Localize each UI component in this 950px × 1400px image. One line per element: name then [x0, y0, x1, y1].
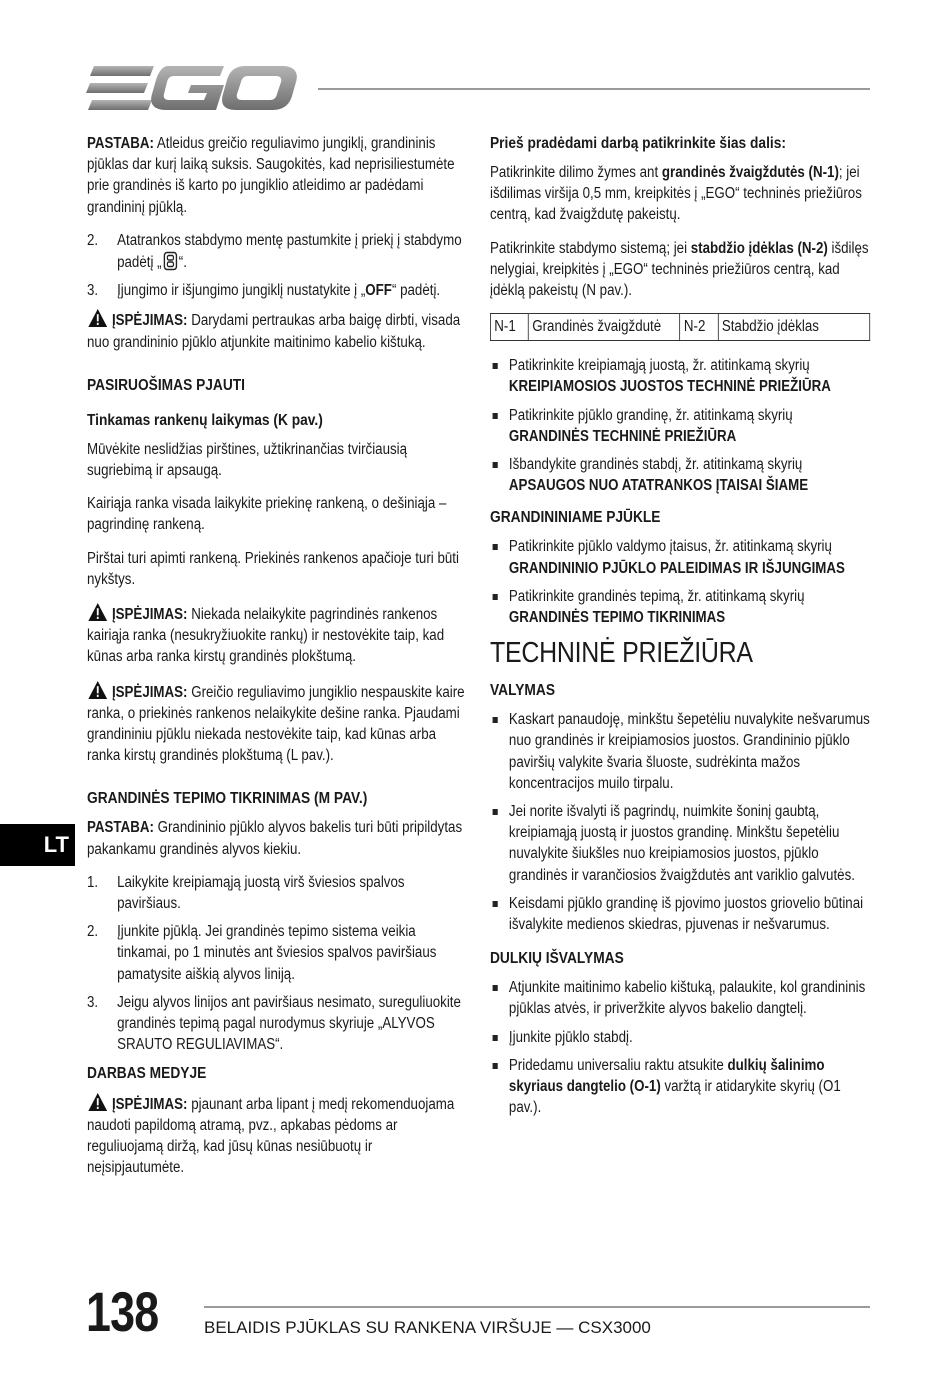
warning-label: ĮSPĖJIMAS: [111, 683, 188, 701]
heading-in-chainsaw: GRANDININIAME PJŪKLE [490, 509, 661, 527]
note-oil-tank [87, 817, 467, 859]
bullet-text: varžtą ir atidarykite skyrių (O1 pav.). [508, 1078, 841, 1117]
warning-switch-hand [87, 680, 467, 767]
off-label: OFF [365, 282, 392, 300]
step-number: 3. [87, 993, 99, 1011]
bullet-icon [493, 462, 498, 468]
heading-work-in-tree: DARBAS MEDYJE [87, 1064, 207, 1082]
dust-cover-ref: dulkių šalinimo skyriaus dangtelio (O-1) [508, 1056, 825, 1096]
step-text: Įjungimo ir išjungimo jungiklį nustatykite į „ [117, 282, 366, 300]
section-ref: KREIPIAMOSIOS JUOSTOS TECHNINĖ PRIEŽIŪRA [508, 378, 831, 396]
list-item [490, 405, 870, 447]
text: išdilęs nelygiai, kreipkitės į „EGO“ techninės priežiūros centrą, kad įdėklą pakeistų (N pav.). [490, 239, 869, 300]
warning-unplug [87, 308, 467, 352]
warning-text: Niekada nelaikykite pagrindinės rankenos kairiąja ranka (nesukryžiuokite rankų) ir nestovėkite taip, kad kūnas arba ranka kirstų grandinės plokštumą. [87, 606, 445, 666]
warning-label: ĮSPĖJIMAS: [111, 312, 188, 330]
note-label: PASTABA: [87, 135, 154, 152]
heading-chain-lube-check: GRANDINĖS TEPIMO TIKRINIMAS (M PAV.) [87, 790, 368, 808]
warning-crossed-hands [87, 602, 467, 668]
step-number: 2. [87, 231, 99, 249]
right-column [490, 133, 932, 1126]
bullet-icon [493, 985, 498, 991]
step-2 [87, 230, 467, 273]
heading-pre-check: Prieš pradėdami darbą patikrinkite šias dalis: [490, 135, 786, 152]
table-cell: N-2 [680, 314, 718, 341]
list-item [490, 801, 870, 886]
list-item [490, 977, 870, 1019]
list-item [490, 355, 870, 397]
bullet-icon [493, 1063, 498, 1069]
lube-step-3 [87, 992, 467, 1056]
bullet-icon [493, 717, 498, 723]
note-text: Atleidus greičio reguliavimo jungiklį, grandininis pjūklas dar kurį laiką suksis. Saugokitės, kad neprisiliestumėte prie grandinės iš karto po jungiklio atleidimo ar padėdami grandininį pjūklą. [87, 135, 455, 216]
heading-prepare-cutting: PASIRUOŠIMAS PJAUTI [87, 376, 246, 394]
heading-cleaning: VALYMAS [490, 682, 555, 700]
table-cell: Grandinės žvaigždutė [528, 314, 680, 341]
brake-ref: stabdžio įdėklas (N-2) [690, 239, 828, 257]
section-ref: GRANDINĖS TEPIMO TIKRINIMAS [508, 609, 726, 627]
note-label: PASTABA: [87, 819, 154, 837]
list-item [490, 586, 870, 628]
text: Patikrinkite stabdymo sistemą; jei [490, 239, 691, 257]
bullet-icon [493, 594, 498, 600]
warning-icon [87, 308, 109, 328]
step-number: 3. [87, 282, 99, 300]
header-rule [318, 88, 870, 90]
paragraph-brake [490, 238, 870, 302]
table-row [490, 314, 869, 341]
bullet-icon [493, 809, 498, 815]
page-number: 138 [86, 1280, 159, 1343]
warning-icon [87, 602, 109, 622]
list-item [490, 536, 870, 578]
language-tab: LT [0, 824, 75, 866]
bullet-icon [493, 363, 498, 369]
warning-tree [87, 1092, 467, 1179]
list-item [490, 709, 870, 794]
bullet-text: Pridedamu universaliu raktu atsukite [508, 1056, 728, 1074]
step-text: Jeigu alyvos linijos ant paviršiaus nesimato, sureguliuokite grandinės tepimą pagal nurodymus skyriuje „ALYVOS SRAUTO REGULIAVIMAS“. [117, 993, 461, 1054]
chain-brake-icon [162, 251, 179, 271]
text: Patikrinkite dilimo žymes ant [490, 164, 662, 181]
bullet-text: Jei norite išvalyti iš pagrindų, nuimkite šoninį gaubtą, kreipiamąją juostą ir juostos grandinę. Minkštu šepetėliu nuvalykite šiukšles nuo kreipiamosios juostos, pjūklo grandinės ir varančiosios žvaigždutės ant variklio galvutės. [508, 803, 855, 884]
section-ref: GRANDININIO PJŪKLO PALEIDIMAS IR IŠJUNGIMAS [508, 559, 845, 577]
paragraph-sprocket [490, 162, 870, 226]
bullet-icon [493, 901, 498, 907]
paragraph-left-hand: Kairiąja ranka visada laikykite priekinę rankeną, o dešiniąja – pagrindinę rankeną. [87, 495, 447, 534]
lube-step-1 [87, 872, 467, 914]
table-cell: N-1 [490, 314, 528, 341]
heading-maintenance: TECHNINĖ PRIEŽIŪRA [490, 637, 753, 670]
heading-grip: Tinkamas rankenų laikymas (K pav.) [87, 411, 323, 429]
warning-text: Greičio reguliavimo jungiklio nespauskite kaire ranka, o priekinės rankenos nelaikykite dešine ranka. Pjaudami grandininiu pjūklu niekada nestovėkite taip, kad kūnas arba ranka kirstų grandinės plokštumą (L pav.). [87, 683, 465, 765]
warning-label: ĮSPĖJIMAS: [111, 1095, 188, 1113]
bullet-text: Kaskart panaudoję, minkštu šepetėliu nuvalykite nešvarumus nuo grandinės ir kreipiamosios juostos. Grandininio pjūklo paviršių valykite švaria šluoste, sudrėkinta mažos koncentracijos muilo tirpalu. [508, 711, 870, 792]
bullet-text: Patikrinkite pjūklo grandinę, žr. atitinkamą skyrių [508, 406, 793, 424]
step-number: 1. [87, 873, 99, 891]
note-release-switch [87, 133, 467, 218]
bullet-text: Patikrinkite kreipiamąją juostą, žr. atitinkamą skyrių [508, 357, 810, 375]
step-text: Atatrankos stabdymo mentę pastumkite į priekį į stabdymo padėtį „ [117, 231, 462, 272]
warning-icon [87, 680, 109, 700]
bullet-text: Įjunkite pjūklo stabdį. [508, 1028, 633, 1046]
list-item [490, 1055, 870, 1119]
bullet-icon [493, 544, 498, 550]
parts-table [490, 313, 870, 341]
bullet-text: Atjunkite maitinimo kabelio kištuką, palaukite, kol grandininis pjūklas atvės, ir priveržkite alyvos bakelio dangtelį. [508, 979, 866, 1018]
bullet-text: Patikrinkite grandinės tepimą, žr. atitinkamą skyrių [508, 587, 805, 605]
warning-text: pjaunant arba lipant į medį rekomenduojama naudoti papildomą atramą, pvz., apkabas pėdoms ar reguliuojamą diržą, kad jūsų kūnas nesiūbuotų ir neįsipjautumėte. [87, 1095, 455, 1177]
bullet-text: Patikrinkite pjūklo valdymo įtaisus, žr. atitinkamą skyrių [508, 538, 832, 556]
table-cell: Stabdžio įdėklas [718, 314, 870, 341]
warning-text: Darydami pertraukas arba baigę dirbti, visada nuo grandininio pjūklo atjunkite maitinimo kabelio kištuką. [87, 312, 461, 351]
list-item [490, 893, 870, 935]
paragraph-fingers: Pirštai turi apimti rankeną. Priekinės rankenos apačioje turi būti nykštys. [87, 549, 459, 588]
bullet-icon [493, 413, 498, 419]
step-text-end: “ padėtį. [391, 282, 441, 300]
warning-icon [87, 1092, 109, 1112]
step-3 [87, 280, 467, 301]
paragraph-gloves: Mūvėkite neslidžias pirštines, užtikrinančias tvirčiausią sugriebimą ir apsaugą. [87, 440, 408, 480]
sprocket-ref: grandinės žvaigždutės (N-1) [661, 164, 839, 181]
heading-dust-removal: DULKIŲ IŠVALYMAS [490, 950, 624, 968]
ego-logo [86, 64, 298, 112]
section-ref: GRANDINĖS TECHNINĖ PRIEŽIŪRA [508, 427, 737, 445]
page-header [0, 0, 950, 120]
list-item [490, 1027, 870, 1048]
left-column [87, 133, 529, 1178]
step-number: 2. [87, 923, 99, 941]
step-text-end: “. [178, 254, 187, 272]
bullet-text: Išbandykite grandinės stabdį, žr. atitinkamą skyrių [508, 456, 803, 474]
bullet-icon [493, 1035, 498, 1041]
text: ; jei išdilimas viršija 0,5 mm, kreipkitės į „EGO“ techninės priežiūros centrą, kad žvaigždutę pakeistų. [490, 164, 862, 224]
footer-rule [204, 1306, 870, 1308]
list-item [490, 454, 870, 496]
section-ref: APSAUGOS NUO ATATRANKOS ĮTAISAI ŠIAME [508, 477, 809, 495]
step-text: Laikykite kreipiamąją juostą virš šviesios spalvos paviršiaus. [117, 873, 405, 913]
note-text: Grandininio pjūklo alyvos bakelis turi būti pripildytas pakankamu grandinės alyvos kiekiu. [87, 819, 463, 858]
warning-label: ĮSPĖJIMAS: [111, 606, 188, 624]
footer-title: BELAIDIS PJŪKLAS SU RANKENA VIRŠUJE — CSX3000 [204, 1318, 651, 1337]
lube-step-2 [87, 921, 467, 985]
step-text: Įjunkite pjūklą. Jei grandinės tepimo sistema veikia tinkamai, po 1 minutės ant šviesios spalvos paviršiaus pamatysite aiškią alyvos liniją. [117, 923, 437, 983]
bullet-text: Keisdami pjūklo grandinę iš pjovimo juostos griovelio būtinai išvalykite medienos skiedras, pjuvenas ir nešvarumus. [508, 894, 864, 934]
